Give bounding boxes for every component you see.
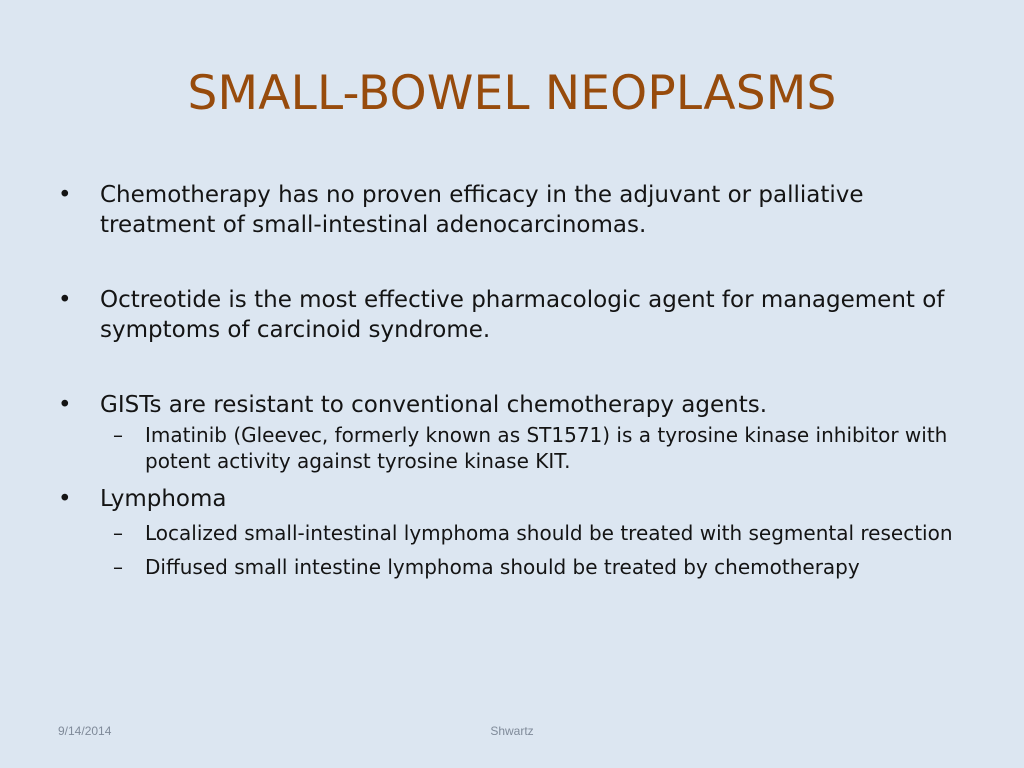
slide-title: SMALL-BOWEL NEOPLASMS (187, 66, 837, 121)
sub-bullet-item (56, 520, 986, 546)
bullet-text: GISTs are resistant to conventional chemotherapy agents. (100, 392, 768, 418)
bullet-marker: • (58, 182, 72, 208)
sub-bullet-item (56, 422, 986, 474)
sub-bullet-marker: – (113, 521, 123, 545)
bullet-marker: • (58, 486, 72, 512)
sub-bullet-item (56, 554, 986, 580)
footer-author: Shwartz (490, 724, 534, 738)
bullet-text: Lymphoma (100, 486, 227, 512)
bullet-text: Octreotide is the most effective pharmacologic agent for management of symptoms of carcinoid syndrome. (100, 287, 945, 343)
bullet-text: Chemotherapy has no proven efficacy in the adjuvant or palliative treatment of small-intestinal adenocarcinomas. (100, 182, 864, 238)
bullet-item (56, 484, 986, 514)
bullet-marker: • (58, 392, 72, 418)
bullet-item (56, 390, 986, 420)
sub-bullet-text: Imatinib (Gleevec, formerly known as ST1571) is a tyrosine kinase inhibitor with potent activity against tyrosine kinase KIT. (145, 423, 948, 473)
bullet-item (56, 285, 986, 345)
footer-date: 9/14/2014 (58, 724, 112, 738)
sub-bullet-text: Diffused small intestine lymphoma should be treated by chemotherapy (145, 555, 860, 579)
slide-content (56, 180, 986, 580)
sub-bullet-marker: – (113, 423, 123, 447)
bullet-marker: • (58, 287, 72, 313)
sub-bullet-marker: – (113, 555, 123, 579)
bullet-item (56, 180, 986, 240)
sub-bullet-text: Localized small-intestinal lymphoma should be treated with segmental resection (145, 521, 953, 545)
